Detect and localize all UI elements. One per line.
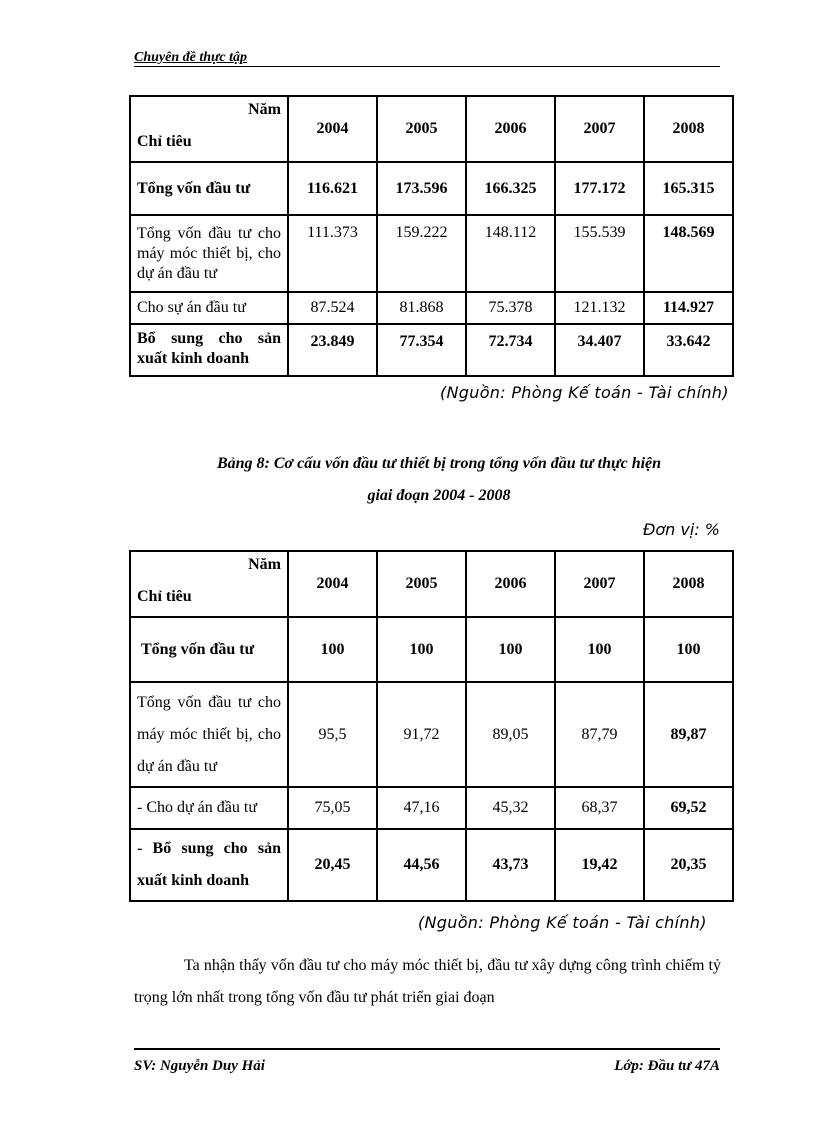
table-header-row — [130, 551, 733, 617]
capital-structure-table — [129, 550, 734, 902]
row-label: Bổ sung cho sản xuất kinh doanh — [130, 324, 288, 376]
table1-source-note: (Nguồn: Phòng Kế toán - Tài chính) — [440, 383, 729, 402]
table-row — [130, 787, 733, 829]
footer-student: SV: Nguyễn Duy Hải — [134, 1058, 265, 1074]
table-row — [130, 215, 733, 292]
year-header: 2005 — [377, 96, 466, 162]
table-row — [130, 617, 733, 682]
table8-caption-line2: giai đoạn 2004 - 2008 — [367, 487, 511, 504]
table-cell: 116.621 — [288, 162, 377, 215]
table-cell: 20,35 — [644, 829, 733, 901]
row-label: Tổng vốn đầu tư cho máy móc thiết bị, cho dự án đầu tư — [130, 682, 288, 787]
table-cell: 43,73 — [466, 829, 555, 901]
table-cell: 148.112 — [466, 215, 555, 292]
table-cell: 148.569 — [644, 215, 733, 292]
table-row — [130, 829, 733, 901]
row-label: Tổng vốn đầu tư cho máy móc thiết bị, cho dự án đầu tư — [130, 215, 288, 292]
table-cell: 69,52 — [644, 787, 733, 829]
table-cell: 47,16 — [377, 787, 466, 829]
table-cell: 68,37 — [555, 787, 644, 829]
row-label: - Cho dự án đầu tư — [130, 787, 288, 829]
row-label: Tổng vốn đầu tư — [130, 617, 288, 682]
table-cell: 165.315 — [644, 162, 733, 215]
table-header-row — [130, 96, 733, 162]
table-cell: 111.373 — [288, 215, 377, 292]
year-header: 2007 — [555, 551, 644, 617]
year-header: 2008 — [644, 551, 733, 617]
table-cell: 173.596 — [377, 162, 466, 215]
year-header: 2006 — [466, 96, 555, 162]
table-cell: 77.354 — [377, 324, 466, 376]
table-cell: 89,87 — [644, 682, 733, 787]
table2-source-note: (Nguồn: Phòng Kế toán - Tài chính) — [418, 913, 707, 932]
corner-year-label: Năm — [248, 101, 281, 118]
table-cell: 45,32 — [466, 787, 555, 829]
table-cell: 121.132 — [555, 292, 644, 324]
corner-year-label: Năm — [248, 556, 281, 573]
table-corner-cell — [130, 96, 288, 162]
table-cell: 75.378 — [466, 292, 555, 324]
table-cell: 100 — [466, 617, 555, 682]
year-header: 2008 — [644, 96, 733, 162]
table-corner-cell — [130, 551, 288, 617]
table-cell: 166.325 — [466, 162, 555, 215]
table-cell: 89,05 — [466, 682, 555, 787]
table-cell: 81.868 — [377, 292, 466, 324]
table-cell: 100 — [288, 617, 377, 682]
capital-table-2004-2008 — [129, 95, 734, 377]
table-cell: 19,42 — [555, 829, 644, 901]
unit-label: Đơn vị: % — [642, 520, 720, 539]
year-header: 2004 — [288, 96, 377, 162]
row-label: - Bổ sung cho sản xuất kinh doanh — [130, 829, 288, 901]
year-header: 2004 — [288, 551, 377, 617]
table-row — [130, 682, 733, 787]
table-row — [130, 162, 733, 215]
row-label: Cho sự án đầu tư — [130, 292, 288, 324]
footer-class: Lớp: Đầu tư 47A — [614, 1058, 720, 1074]
table-cell: 20,45 — [288, 829, 377, 901]
table-cell: 91,72 — [377, 682, 466, 787]
table-cell: 87.524 — [288, 292, 377, 324]
table-cell: 100 — [555, 617, 644, 682]
page-header: Chuyên đề thực tập — [134, 50, 720, 67]
table-cell: 95,5 — [288, 682, 377, 787]
table-cell: 72.734 — [466, 324, 555, 376]
year-header: 2007 — [555, 96, 644, 162]
table-cell: 100 — [377, 617, 466, 682]
table-cell: 159.222 — [377, 215, 466, 292]
table-cell: 44,56 — [377, 829, 466, 901]
body-paragraph: Ta nhận thấy vốn đầu tư cho máy móc thiết bị, đầu tư xây dựng công trình chiếm tỷ trọng lớn nhất trong tổng vốn đầu tư phát triển giai đoạn — [134, 957, 721, 1006]
row-label: Tổng vốn đầu tư — [130, 162, 288, 215]
table-cell: 23.849 — [288, 324, 377, 376]
page-footer — [134, 1048, 720, 1075]
table8-caption-line1: Bảng 8: Cơ cấu vốn đầu tư thiết bị trong tổng vốn đầu tư thực hiện — [216, 455, 662, 472]
corner-indicator-label: Chỉ tiêu — [137, 133, 192, 150]
table-cell: 75,05 — [288, 787, 377, 829]
table-cell: 155.539 — [555, 215, 644, 292]
table-row — [130, 292, 733, 324]
table-cell: 177.172 — [555, 162, 644, 215]
year-header: 2006 — [466, 551, 555, 617]
table-cell: 33.642 — [644, 324, 733, 376]
table-cell: 34.407 — [555, 324, 644, 376]
table-row — [130, 324, 733, 376]
year-header: 2005 — [377, 551, 466, 617]
table-cell: 114.927 — [644, 292, 733, 324]
corner-indicator-label: Chỉ tiêu — [137, 588, 192, 605]
table-cell: 100 — [644, 617, 733, 682]
table-cell: 87,79 — [555, 682, 644, 787]
